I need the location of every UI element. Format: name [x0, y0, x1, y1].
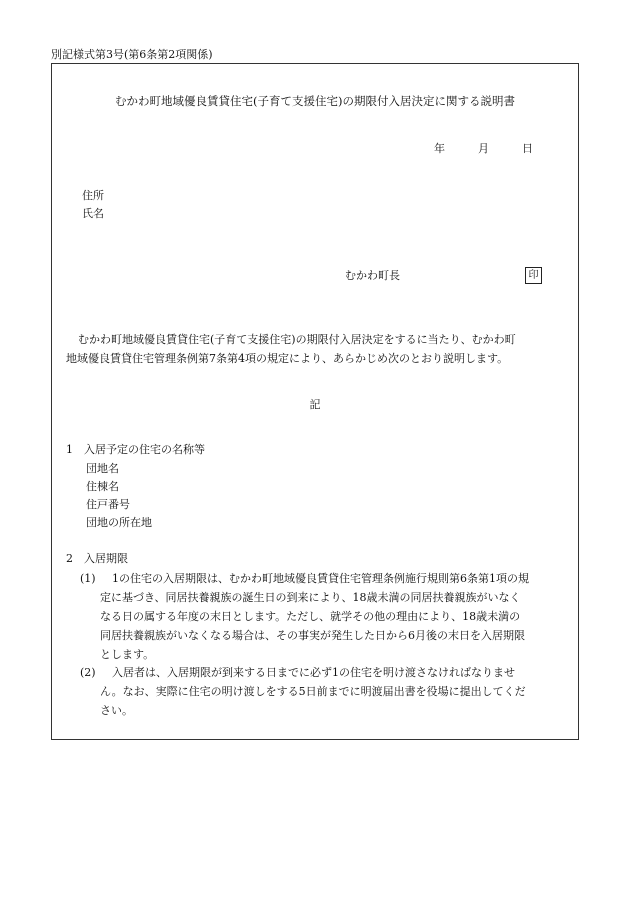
date-day: 日	[522, 142, 533, 155]
clause-line: ん。なお、実際に住宅の明け渡しをする5日前までに明渡届出書を役場に提出してくだ	[100, 685, 526, 698]
address-label: 住所	[82, 189, 104, 202]
clause-line: 定に基づき、同居扶養親族の誕生日の到来により、18歳未満の同居扶養親族がいなく	[100, 591, 521, 604]
ki-heading: 記	[309, 398, 321, 411]
seal-mark: 印	[525, 267, 542, 284]
clause-line: 入居者は、入居期限が到来する日までに必ず1の住宅を明け渡さなければなりませ	[112, 666, 515, 679]
clause-number: (1)	[80, 572, 96, 585]
clause-1	[66, 569, 566, 664]
form-number-label: 別記様式第3号(第6条第2項関係)	[51, 48, 213, 61]
intro-line: 地域優良賃貸住宅管理条例第7条第4項の規定により、あらかじめ次のとおり説明します。	[66, 352, 509, 365]
section1-item-building-name: 住棟名	[86, 480, 119, 493]
intro-line: むかわ町地域優良賃貸住宅(子育て支援住宅)の期限付入居決定をするに当たり、むかわ町	[78, 333, 516, 346]
issuer-title: むかわ町長	[345, 269, 400, 282]
intro-paragraph	[66, 330, 566, 368]
clause-line: なる日の属する年度の末日とします。ただし、就学その他の理由により、18歳未満の	[100, 610, 521, 623]
clause-line: 1の住宅の入居期限は、むかわ町地域優良賃貸住宅管理条例施行規則第6条第1項の規	[112, 572, 529, 585]
clause-2	[66, 663, 566, 720]
document-title: むかわ町地域優良賃貸住宅(子育て支援住宅)の期限付入居決定に関する説明書	[115, 94, 515, 108]
section1-heading: 1 入居予定の住宅の名称等	[66, 443, 205, 456]
section2-heading: 2 入居期限	[66, 552, 128, 565]
clause-line: とします。	[100, 648, 155, 661]
section1-item-danchi-name: 団地名	[86, 462, 119, 475]
section1-item-unit-number: 住戸番号	[86, 498, 130, 511]
clause-number: (2)	[80, 666, 96, 679]
clause-line: さい。	[100, 704, 133, 717]
date-year: 年	[434, 142, 445, 155]
section1-item-location: 団地の所在地	[86, 516, 152, 529]
clause-line: 同居扶養親族がいなくなる場合は、その事実が発生した日から6月後の末日を入居期限	[100, 629, 525, 642]
name-label: 氏名	[82, 207, 104, 220]
date-month: 月	[478, 142, 489, 155]
date-line	[434, 140, 533, 158]
document-frame	[51, 63, 579, 740]
